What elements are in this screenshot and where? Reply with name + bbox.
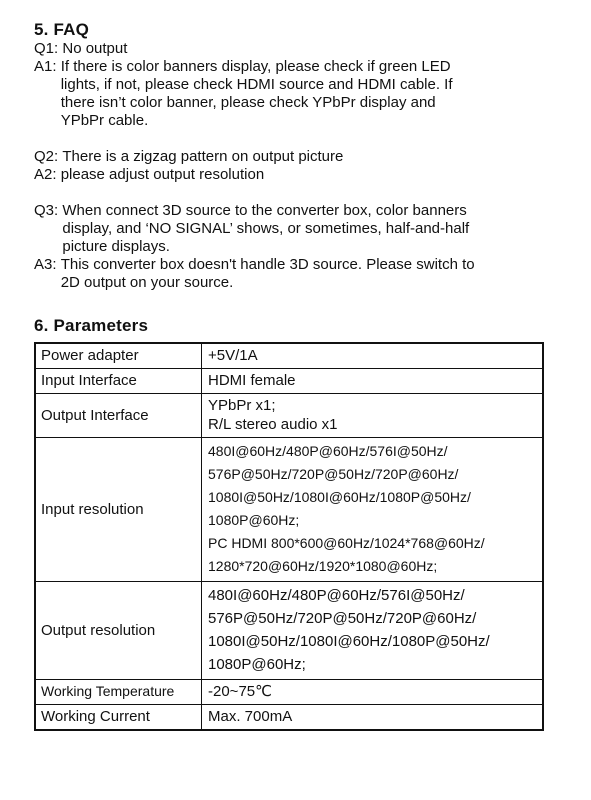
faq-text: [62, 148, 564, 166]
param-name: Input Interface: [35, 369, 202, 394]
faq-heading: 5. FAQ: [34, 20, 90, 39]
param-value: [202, 369, 544, 394]
param-name: Output Interface: [35, 394, 202, 438]
param-value: [202, 705, 544, 731]
param-value-line: 1080P@60Hz;: [208, 512, 300, 528]
faq-line: YPbPr cable.: [60, 112, 149, 129]
param-name: Working Current: [35, 705, 202, 731]
parameters-table: [34, 342, 544, 731]
faq-line: When connect 3D source to the converter box, color banners: [62, 202, 467, 219]
param-value-line: -20~75℃: [208, 683, 272, 700]
table-row: [35, 705, 543, 731]
param-value-line: R/L stereo audio x1: [208, 416, 338, 433]
faq-text: [61, 166, 564, 184]
faq-text: [61, 256, 564, 292]
param-name: Input resolution: [35, 438, 202, 582]
param-value-line: 576P@50Hz/720P@50Hz/720P@60Hz/: [208, 610, 477, 627]
faq-text: [61, 58, 564, 130]
faq-line: No output: [62, 40, 128, 57]
table-row: [35, 394, 543, 438]
faq-text: [62, 202, 564, 256]
param-value: [202, 438, 544, 582]
param-value-line: Max. 700mA: [208, 708, 293, 725]
param-value-line: 480I@60Hz/480P@60Hz/576I@50Hz/: [208, 443, 448, 459]
faq-line: display, and ‘NO SIGNAL’ shows, or sometimes, half-and-half: [62, 220, 470, 237]
faq-answer-2: [34, 166, 564, 184]
param-value-line: PC HDMI 800*600@60Hz/1024*768@60Hz/: [208, 535, 485, 551]
param-name: Working Temperature: [35, 680, 202, 705]
faq-label: A3:: [34, 256, 61, 273]
faq-label: Q3:: [34, 202, 63, 219]
param-value-line: +5V/1A: [208, 347, 258, 364]
faq-line: 2D output on your source.: [60, 274, 234, 291]
faq-line: please adjust output resolution: [60, 166, 265, 183]
table-row: [35, 369, 543, 394]
table-row: [35, 680, 543, 705]
param-value: [202, 343, 544, 369]
faq-line: lights, if not, please check HDMI source and HDMI cable. If: [60, 76, 453, 93]
param-value-line: 1080I@50Hz/1080I@60Hz/1080P@50Hz/: [208, 489, 471, 505]
param-value: [202, 680, 544, 705]
faq-question-1: [34, 40, 564, 58]
param-name: Output resolution: [35, 582, 202, 680]
faq-line: there isn’t color banner, please check YPbPr display and: [60, 94, 436, 111]
table-row: [35, 343, 543, 369]
param-value-line: 480I@60Hz/480P@60Hz/576I@50Hz/: [208, 587, 465, 604]
faq-section: [34, 40, 564, 292]
faq-label: Q2:: [34, 148, 63, 165]
faq-line: There is a zigzag pattern on output picture: [62, 148, 344, 165]
param-value-line: 1080P@60Hz;: [208, 656, 306, 673]
param-value-line: 1080I@50Hz/1080I@60Hz/1080P@50Hz/: [208, 633, 490, 650]
table-row: [35, 438, 543, 582]
faq-answer-1: [34, 58, 564, 130]
param-value-line: HDMI female: [208, 372, 296, 389]
table-row: [35, 582, 543, 680]
faq-question-3: [34, 202, 564, 256]
faq-line: picture displays.: [62, 238, 170, 255]
parameters-heading: 6. Parameters: [34, 316, 149, 335]
spacer: [34, 184, 564, 202]
param-value: [202, 394, 544, 438]
faq-text: [62, 40, 564, 58]
faq-label: A2:: [34, 166, 61, 183]
param-value-line: 576P@50Hz/720P@50Hz/720P@60Hz/: [208, 466, 459, 482]
param-value: [202, 582, 544, 680]
param-value-line: 1280*720@60Hz/1920*1080@60Hz;: [208, 558, 438, 574]
faq-label: A1:: [34, 58, 61, 75]
faq-label: Q1:: [34, 40, 63, 57]
faq-line: If there is color banners display, please check if green LED: [60, 58, 451, 75]
faq-line: This converter box doesn't handle 3D source. Please switch to: [60, 256, 475, 273]
manual-page: [34, 20, 564, 731]
faq-question-2: [34, 148, 564, 166]
spacer: [34, 130, 564, 148]
param-value-line: YPbPr x1;: [208, 397, 276, 414]
param-name: Power adapter: [35, 343, 202, 369]
faq-answer-3: [34, 256, 564, 292]
